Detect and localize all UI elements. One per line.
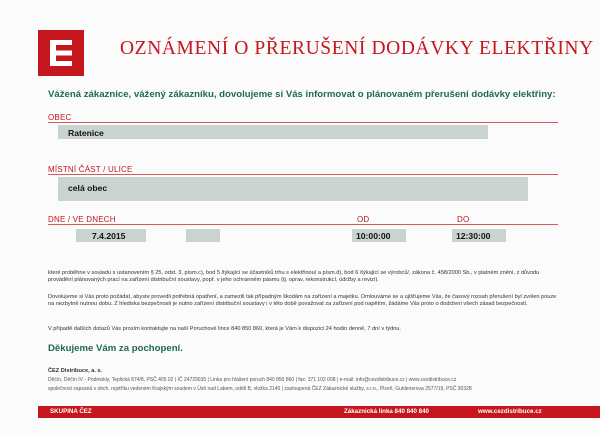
footer-website-link[interactable]: www.cezdistribuce.cz	[478, 408, 542, 415]
obec-field	[58, 125, 488, 139]
to-value: 12:30:00	[456, 231, 491, 241]
from-label: OD	[357, 215, 370, 224]
notice-title: OZNÁMENÍ O PŘERUŠENÍ DODÁVKY ELEKTŘINY	[120, 38, 594, 59]
body-paragraph-1: které proběhne v souladu s ustanovením § 25, odst. 3, písm.c), bod 5 /týkající se účastníků trhu s elektřinou/ a písm.d), bod 6 /týkající se výrobců/, zákona č. 458/2000 Sb., v platném znění, z důvodu provádění plánovaných prací na zařízení distribuční soustavy, popř. v jeho ochranném pásmu (tj. oprav, rekonstrukcí, údržby a revizí).	[48, 270, 540, 284]
footer-bar	[38, 406, 600, 418]
footer-group-name: SKUPINA ČEZ	[50, 408, 92, 415]
company-address-line-1: Děčín, Děčín IV - Podmokly, Teplická 874/8, PSČ 405 02 | IČ 24729035 | Linka pro hlášení poruch 840 850 860 | fax: 371 102 008 | e-mail: info@cezdistribuce.cz | www.cezdistribuce.cz	[48, 377, 457, 383]
cast-value: celá obec	[68, 183, 108, 193]
company-address-line-2: společnost zapsaná v obch. rejstříku vedeném Krajským soudem v Ústí nad Labem, oddíl B, vložka 2145 | zastoupená ČEZ Zákaznické služby, s.r.o., Plzeň, Guldenerova 2577/19, PSČ 30328	[48, 386, 472, 392]
footer-hotline: Zákaznická linka 840 840 840	[344, 408, 429, 415]
company-name: ČEZ Distribuce, a. s.	[48, 368, 103, 374]
cast-label: MÍSTNÍ ČÁST / ULICE	[48, 165, 133, 174]
date-divider	[48, 224, 558, 225]
date-value: 7.4.2015	[92, 231, 126, 241]
obec-label: OBEC	[48, 113, 72, 122]
body-paragraph-2: Dovolujeme si Vás proto požádat, abyste provedli potřebná opatření, a zamezili tak případným škodám na zařízení a majetku. Omlouváme se a ujišťujeme Vás, že časový rozsah přerušení byl zvolen pouze na nezbytně nutnou dobu. Z hlediska bezpečnosti je nutno zařízení distribuční soustavy i v této době považovat za zařízení pod napětím, žádáme Vás proto o dodržení všech zásad bezpečnosti.	[48, 294, 557, 308]
thanks-text: Děkujeme Vám za pochopení.	[48, 343, 183, 354]
obec-divider	[48, 122, 558, 123]
body-paragraph-3: V případě dalších dotazů Vás prosím kontaktujte na naší Poruchové lince 840 850 860, která je Vám k dispozici 24 hodin denně, 7 dní v týdnu.	[48, 326, 401, 332]
cez-logo-icon	[38, 30, 84, 76]
obec-value: Ratenice	[68, 128, 104, 138]
date-extra-field	[186, 229, 220, 242]
greeting-text: Vážená zákaznice, vážený zákazníku, dovolujeme si Vás informovat o plánovaném přerušení dodávky elektřiny:	[48, 89, 556, 100]
cast-field	[58, 177, 528, 201]
from-value: 10:00:00	[356, 231, 391, 241]
cast-divider	[48, 174, 558, 175]
to-label: DO	[457, 215, 470, 224]
date-label: DNE / VE DNECH	[48, 215, 116, 224]
